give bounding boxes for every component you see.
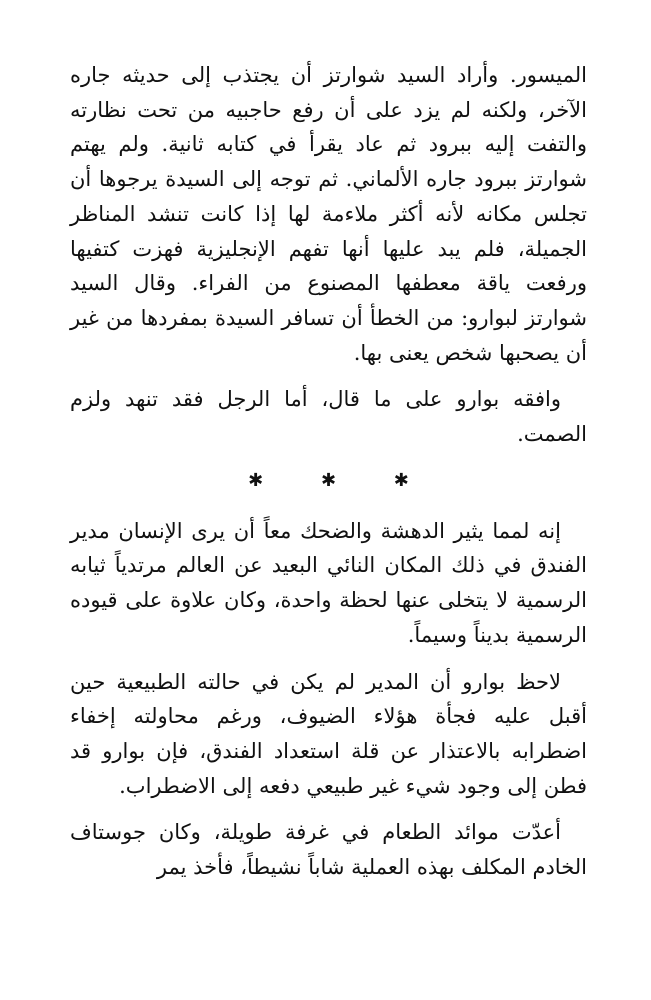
- paragraph-poirot-notices: لاحظ بوارو أن المدير لم يكن في حالته الطبيعية حين أقبل عليه فجأة هؤلاء الضيوف، ورغم محاولته إخفاء اضطرابه بالاعتذار عن قلة استعداد الفندق، فإن بوارو قد فطن إلى وجود شيء غير طبيعي دفعه إلى الاضطراب.: [70, 669, 587, 798]
- paragraph-dining-room: أعدّت موائد الطعام في غرفة طويلة، وكان جوستاف الخادم المكلف بهذه العملية شاباً نشيطاً، فأخذ يمر: [70, 820, 587, 880]
- paragraph-continued: الميسور. وأراد السيد شوارتز أن يجتذب إلى حديثه جاره الآخر، ولكنه لم يزد على أن رفع حاجبيه من تحت نظارته والتفت إليه ببرود ثم عاد يقرأ في كتابه ثانية. ولم يهتم شوارتز ببرود جاره الألماني. ثم توجه إلى السيدة يرجوها أن تجلس مكانه لأنه أكثر ملاءمة لها إذا كانت تنشد المناظر الجميلة، فلم يبد عليها أنها تفهم الإنجليزية فهزت كتفيها ورفعت ياقة معطفها المصنوع من الفراء. وقال السيد شوارتز لبوارو: من الخطأ أن تسافر السيدة بمفردها من غير أن يصحبها شخص يعنى بها.: [70, 63, 587, 365]
- section-separator: ✱ ✱ ✱: [248, 469, 435, 491]
- book-page: [70, 58, 587, 885]
- paragraph-agreement: وافقه بوارو على ما قال، أما الرجل فقد تنهد ولزم الصمت.: [70, 387, 587, 447]
- paragraph-hotel-manager: إنه لمما يثير الدهشة والضحك معاً أن يرى الإنسان مدير الفندق في ذلك المكان النائي البعيد عن العالم مرتدياً ثيابه الرسمية لا يتخلى عنها لحظة واحدة، وكان علاوة على قيوده الرسمية بديناً وسيماً.: [70, 518, 587, 647]
